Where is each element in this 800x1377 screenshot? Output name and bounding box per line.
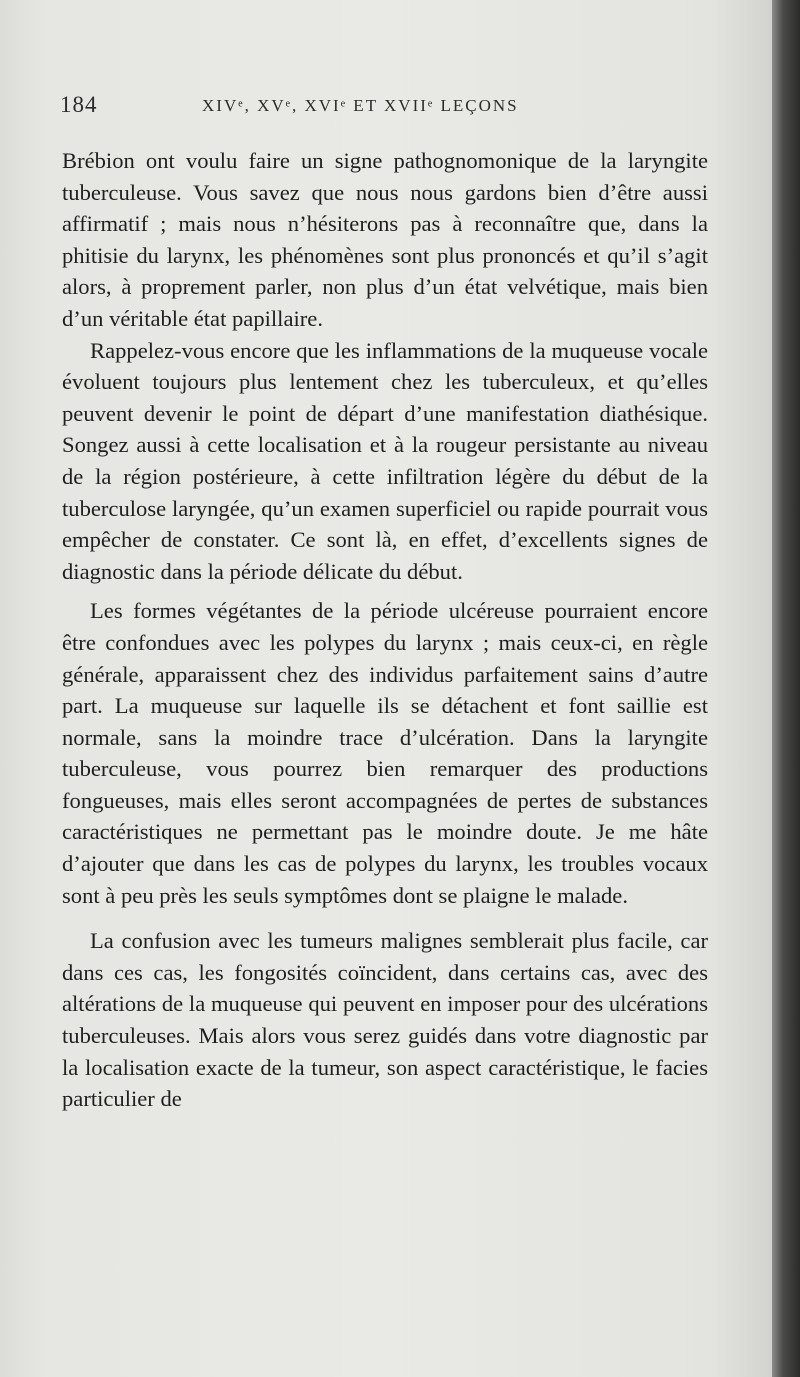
paragraph-3: Les formes végétantes de la période ulcéreuse pourraient encore être confondues avec les polypes du larynx ; mais ceux-ci, en règle générale, apparaissent chez des individus parfaitement sains d’autre part. La muqueuse sur laquelle ils se détachent et font saillie est normale, sans la moindre trace d’ulcération. Dans la laryngite tuberculeuse, vous pourrez bien remarquer des productions fongueuses, mais elles seront accompagnées de pertes de substances caractéristiques ne permettant pas le moindre doute. Je me hâte d’ajouter que dans les cas de polypes du larynx, les troubles vocaux sont à peu près les seuls symptômes dont se plaigne le malade. [62,598,708,908]
running-head-title: XIVᵉ, XVᵉ, XVIᵉ ET XVIIᵉ LEÇONS [202,96,519,115]
body-text [62,145,708,1115]
page-number: 184 [60,92,98,117]
paragraph-4: La confusion avec les tumeurs malignes semblerait plus facile, car dans ces cas, les fongosités coïncident, dans certains cas, avec des altérations de la muqueuse qui peuvent en imposer pour des ulcérations tuberculeuses. Mais alors vous serez guidés dans votre diagnostic par la localisation exacte de la tumeur, son aspect caractéristique, le facies particulier de [62,928,708,1112]
paragraph-2: Rappelez-vous encore que les inflammations de la muqueuse vocale évoluent toujours plus lentement chez les tuberculeux, et qu’elles peuvent devenir le point de départ d’une manifestation diathésique. Songez aussi à cette localisation et à la rougeur persistante au niveau de la région postérieure, à cette infiltration légère du début de la tuberculose laryngée, qu’un examen superficiel ou rapide pourrait vous empêcher de constater. Ce sont là, en effet, d’excellents signes de diagnostic dans la période délicate du début. [62,337,708,584]
running-head [60,92,710,122]
page-edge-shadow [772,0,800,1377]
paragraph-1: Brébion ont voulu faire un signe pathognomonique de la laryngite tuberculeuse. Vous savez que nous nous gardons bien d’être aussi affirmatif ; mais nous n’hésiterons pas à reconnaître que, dans la phitisie du larynx, les phénomènes sont plus prononcés et qu’il s’agit alors, à proprement parler, non plus d’un état velvétique, mais bien d’un véritable état papillaire. [62,148,708,331]
